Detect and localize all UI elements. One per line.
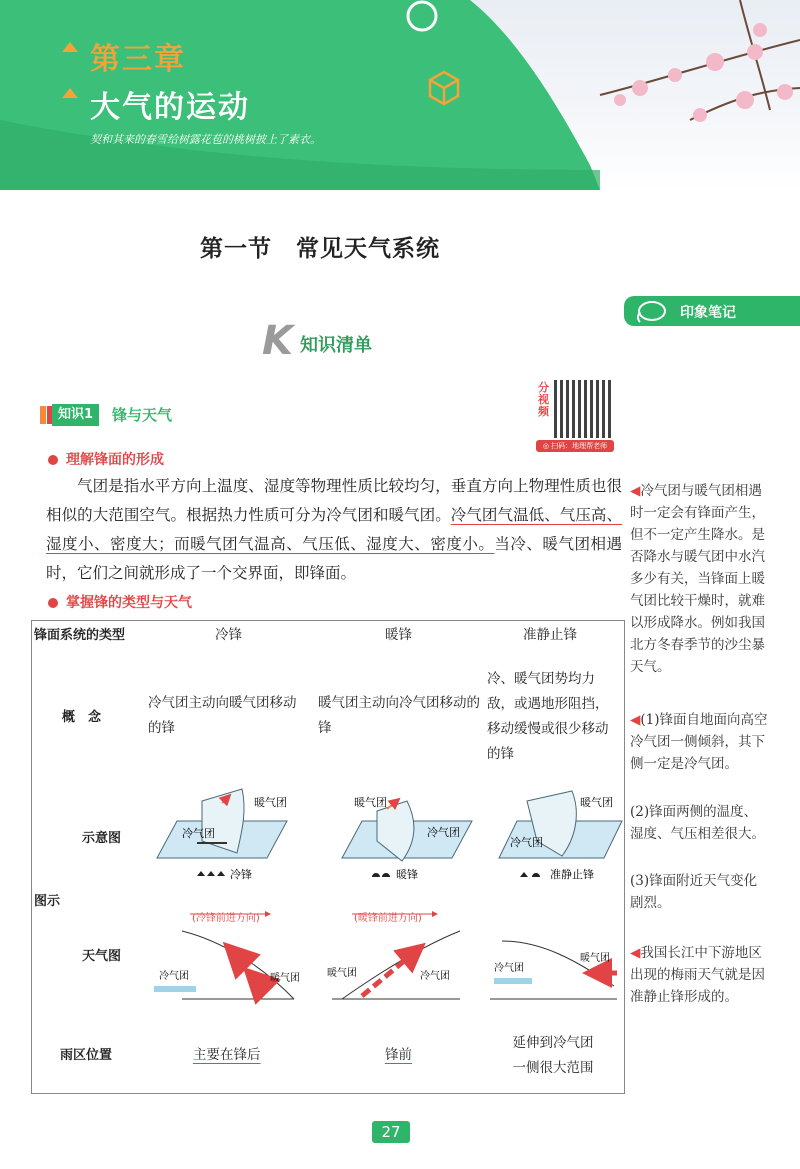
qr-caption: ◎ 扫码：地理帮老师 [536, 440, 614, 452]
chapter-banner [0, 0, 800, 190]
triangle-icon: ◀ [630, 483, 641, 499]
cold-air-label: 冷气团 [494, 963, 524, 974]
chapter-label: 第三章 [90, 42, 186, 77]
rain-warm: 锋前 [385, 1047, 412, 1063]
concept-warm: 暖气团主动向冷气团移动的锋 [318, 695, 480, 736]
subheading-text: 掌握锋的类型与天气 [66, 595, 192, 611]
side-note-text: (1)锋面自地面向高空冷气团一侧倾斜，其下侧一定是冷气团。 [630, 712, 768, 772]
cold-air-label: 冷气团 [510, 836, 543, 849]
cold-air-label: 冷气团 [427, 826, 460, 839]
warm-air-label: 暖气团 [327, 968, 357, 979]
bullet-icon [48, 598, 58, 608]
side-note-5 [630, 942, 768, 1008]
table-header-label: 锋面系统的类型 [34, 628, 126, 643]
side-note-1 [630, 480, 768, 678]
side-note-4 [630, 870, 768, 914]
para-part3: 当冷、暖气团相遇时，它们之间就形成了一个交界面，即锋面。 [46, 535, 622, 582]
page-number: 27 [372, 1121, 410, 1143]
notes-panel-label: 印象笔记 [680, 305, 736, 321]
rain-location-label: 雨区位置 [60, 1048, 113, 1063]
concept-label: 概 念 [62, 710, 102, 725]
rain-stationary: 延伸到冷气团一侧很大范围 [512, 1035, 594, 1076]
weather-map-label: 天气图 [82, 949, 122, 964]
side-note-text: (3)锋面附近天气变化剧烈。 [630, 873, 758, 911]
elephant-icon [632, 296, 672, 326]
warm-air-label: 暖气团 [580, 953, 610, 964]
cold-air-label: 冷气团 [420, 971, 450, 982]
warm-front-weather-map [327, 911, 460, 999]
subheading-formation [48, 449, 164, 469]
video-label: 分视频 [538, 381, 549, 418]
col-stationary-front: 准静止锋 [523, 627, 577, 643]
side-note-2 [630, 709, 768, 775]
schematic-label: 示意图 [82, 831, 122, 846]
side-note-text: 冷气团与暖气团相遇时一定会有锋面产生，但不一定产生降水。是否降水与暖气团中水汽多少有关，当锋面上暖气团比较干燥时，就难以形成降水。例如我国北方冬春季节的沙尘暴天气。 [630, 483, 765, 675]
k-logo-icon: K [262, 318, 293, 364]
para-part1: 气团是指水平方向上温度、湿度等物理性质比较均匀，垂直方向上物理性质也很相似的大范围空气。根据热力性质可分为冷气团和暖气团。 [46, 477, 622, 524]
cold-front-direction: (冷锋前进方向) [192, 913, 260, 924]
col-warm-front: 暖锋 [385, 627, 412, 643]
cold-air-label: 冷气团 [159, 971, 189, 982]
subheading-text: 理解锋面的形成 [66, 452, 164, 468]
stationary-front-weather-map [490, 941, 617, 999]
cold-front-legend: 冷锋 [230, 868, 252, 881]
cold-front-weather-map [154, 911, 300, 999]
knowledge-list-title: 知识清单 [300, 335, 372, 356]
concept-cold: 冷气团主动向暖气团移动的锋 [148, 695, 297, 736]
stationary-front-legend: 准静止锋 [550, 868, 594, 881]
para-part2-highlight: 冷气团气温低、气压高、湿度小、密度大；而暖气团气温高、气压低、湿度大、密度小。 [46, 506, 622, 553]
side-note-3 [630, 801, 768, 845]
warm-air-label: 暖气团 [270, 973, 300, 984]
warm-front-legend: 暖锋 [396, 868, 418, 881]
warm-front-schematic [342, 795, 472, 881]
front-types-table [31, 620, 625, 1094]
illustration-label: 图示 [34, 894, 61, 909]
triangle-icon: ◀ [630, 712, 641, 728]
chapter-title: 大气的运动 [90, 90, 250, 125]
side-note-text: 我国长江中下游地区出现的梅雨天气就是因准静止锋形成的。 [630, 945, 765, 1005]
rain-cold: 主要在锋后 [193, 1047, 261, 1063]
knowledge-point-title: 锋与天气 [112, 406, 173, 424]
section-title: 第一节 常见天气系统 [200, 235, 440, 262]
cold-front-schematic [157, 789, 287, 881]
subheading-types [48, 592, 192, 612]
cold-air-label: 冷气团 [182, 827, 215, 840]
bullet-icon [48, 455, 58, 465]
col-cold-front: 冷锋 [215, 627, 242, 643]
knowledge-point-tag: 知识1 [52, 404, 99, 426]
body-paragraph [46, 472, 622, 588]
concept-stationary: 冷、暖气团势均力敌，或遇地形阻挡，移动缓慢或很少移动的锋 [487, 671, 609, 762]
triangle-icon: ◀ [630, 945, 641, 961]
warm-front-direction: (暖锋前进方向) [354, 913, 422, 924]
stationary-front-schematic [499, 791, 622, 881]
qr-code-icon[interactable] [554, 380, 612, 438]
front-diagrams [32, 781, 624, 1141]
warm-air-label: 暖气团 [580, 796, 613, 809]
warm-air-label: 暖气团 [354, 796, 387, 809]
side-note-text: (2)锋面两侧的温度、湿度、气压相差很大。 [630, 804, 765, 842]
chapter-motto: 契和其来的春雪给树露花苞的桃树披上了素衣。 [90, 133, 321, 146]
warm-air-label: 暖气团 [254, 796, 287, 809]
